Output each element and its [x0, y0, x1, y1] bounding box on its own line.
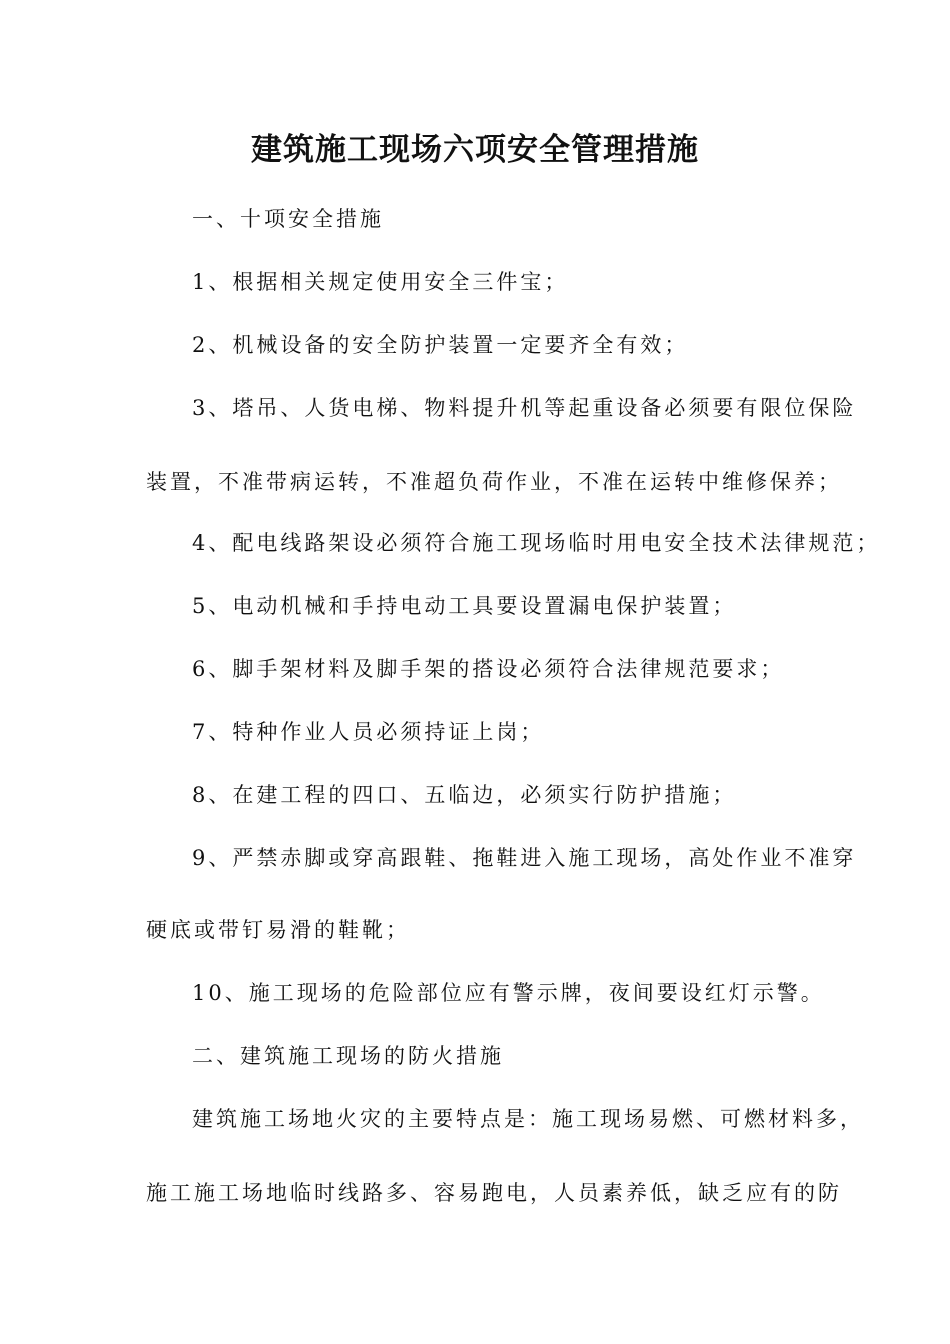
list-item-7: 7、特种作业人员必须持证上岗；: [192, 720, 545, 744]
list-item-1: 1、根据相关规定使用安全三件宝；: [192, 270, 569, 294]
list-item-3-continued: 装置，不准带病运转，不准超负荷作业，不准在运转中维修保养；: [146, 470, 842, 494]
list-item-2: 2、机械设备的安全防护装置一定要齐全有效；: [192, 333, 689, 357]
section-heading-ten-measures: 一、十项安全措施: [192, 207, 384, 231]
paragraph-line: 建筑施工场地火灾的主要特点是：施工现场易燃、可燃材料多，: [192, 1107, 864, 1131]
list-item-3: 3、塔吊、人货电梯、物料提升机等起重设备必须要有限位保险: [192, 396, 857, 420]
paragraph-line-continued: 施工施工场地临时线路多、容易跑电，人员素养低，缺乏应有的防: [146, 1181, 842, 1205]
list-item-8: 8、在建工程的四口、五临边，必须实行防护措施；: [192, 783, 737, 807]
page-title: 建筑施工现场六项安全管理措施: [251, 132, 699, 168]
list-item-5: 5、电动机械和手持电动工具要设置漏电保护装置；: [192, 594, 737, 618]
list-item-4: 4、配电线路架设必须符合施工现场临时用电安全技术法律规范；: [192, 531, 881, 555]
list-item-10: 10、施工现场的危险部位应有警示牌，夜间要设红灯示警。: [192, 981, 825, 1005]
section-heading-fire-prevention: 二、建筑施工现场的防火措施: [192, 1044, 504, 1068]
list-item-6: 6、脚手架材料及脚手架的搭设必须符合法律规范要求；: [192, 657, 785, 681]
list-item-9: 9、严禁赤脚或穿高跟鞋、拖鞋进入施工现场，高处作业不准穿: [192, 846, 857, 870]
list-item-9-continued: 硬底或带钉易滑的鞋靴；: [146, 918, 410, 942]
